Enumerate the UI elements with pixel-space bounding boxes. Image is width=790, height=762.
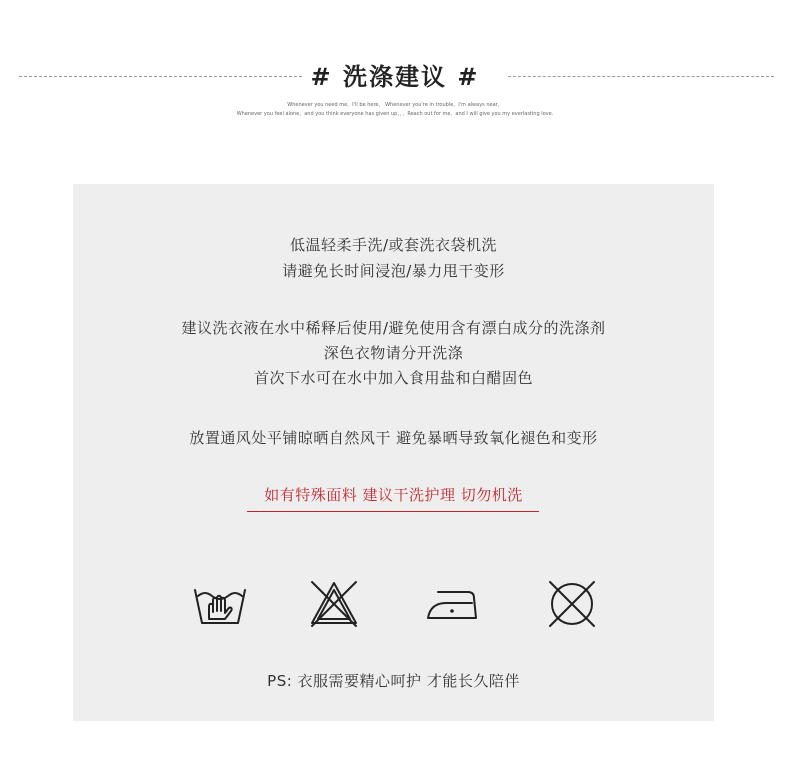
subtitle-line-1: Whenever you need me，I'll be here， Whenever you're in trouble，I'm always near，	[287, 102, 503, 108]
no-tumble-dry-icon	[544, 576, 600, 632]
divider-right	[508, 76, 774, 77]
no-bleach-icon	[306, 576, 362, 632]
dry-clean-warning: 如有特殊面料 建议干洗护理 切勿机洗	[264, 486, 523, 504]
page-title: # 洗涤建议 #	[310, 63, 480, 91]
header	[0, 0, 790, 130]
subtitle-line-2: Whenever you feel alone，and you think everyone has given up，，，Reach out for me，and I will give you my everlasting love.	[236, 111, 554, 117]
warning-underline	[247, 511, 539, 512]
instruction-line-3: 建议洗衣液在水中稀释后使用/避免使用含有漂白成分的洗涤剂	[181, 319, 606, 337]
instruction-line-2: 请避免长时间浸泡/暴力甩干变形	[282, 262, 505, 280]
hand-wash-icon	[192, 576, 248, 632]
iron-icon	[424, 576, 480, 632]
instruction-line-6: 放置通风处平铺晾晒自然风干 避免暴晒导致氧化褪色和变形	[189, 429, 598, 447]
instruction-line-5: 首次下水可在水中加入食用盐和白醋固色	[253, 369, 533, 387]
instruction-line-4: 深色衣物请分开洗涤	[323, 344, 464, 362]
care-instructions-panel	[73, 184, 714, 721]
instruction-line-1: 低温轻柔手洗/或套洗衣袋机洗	[289, 236, 498, 254]
footer-note: PS: 衣服需要精心呵护 才能长久陪伴	[267, 672, 520, 690]
